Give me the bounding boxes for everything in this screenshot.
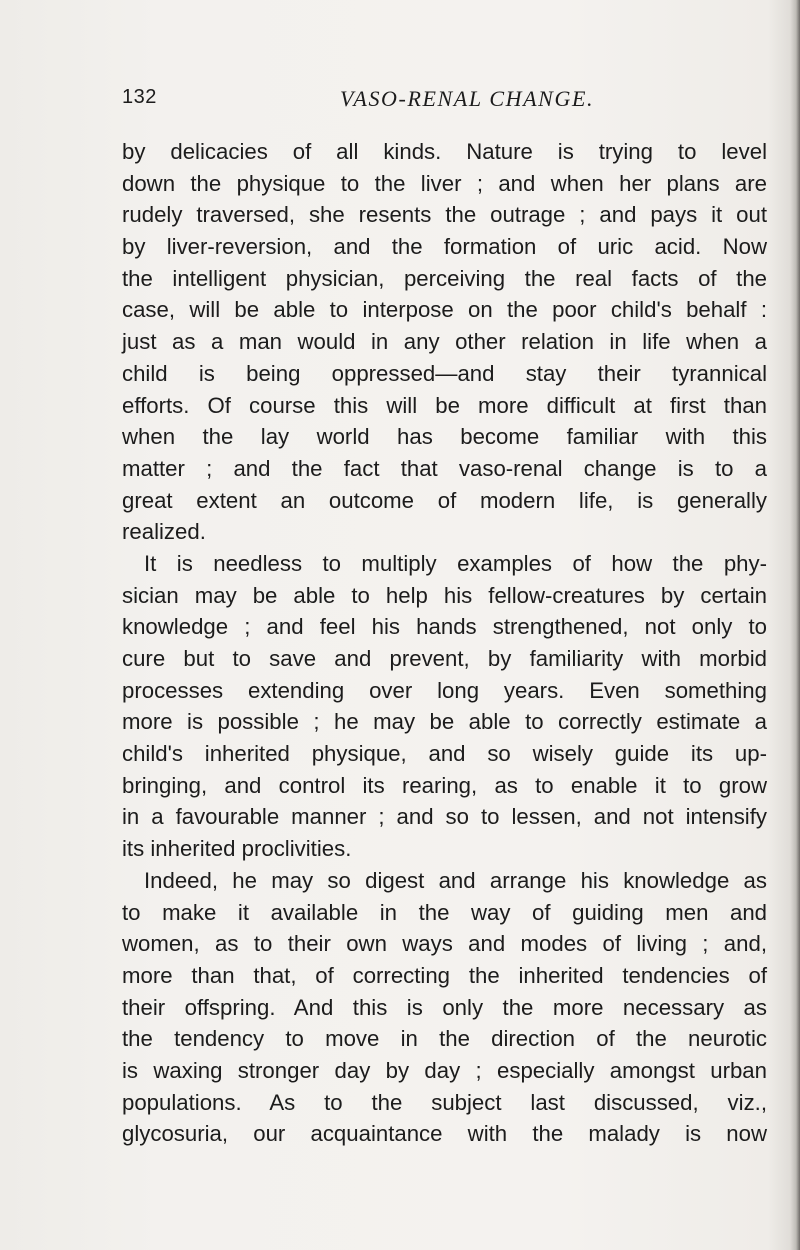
running-head: VASO-RENAL CHANGE. <box>340 86 595 111</box>
text-line: by delicacies of all kinds. Nature is trying to level <box>122 139 767 164</box>
text-line: Indeed, he may so digest and arrange his knowledge as <box>144 867 767 893</box>
text-line: rudely traversed, she resents the outrage ; and pays it out <box>122 202 767 228</box>
text-line: efforts. Of course this will be more difficult at first than <box>122 392 767 418</box>
text-line: child is being oppressed—and stay their tyrannical <box>122 360 767 386</box>
text-line: child's inherited physique, and so wisely guide its up- <box>122 741 767 767</box>
page-header <box>122 86 742 116</box>
text-line: women, as to their own ways and modes of living ; and, <box>122 931 767 957</box>
text-line: by liver-reversion, and the formation of uric acid. Now <box>122 234 767 260</box>
text-line: bringing, and control its rearing, as to enable it to grow <box>122 772 767 798</box>
text-line: great extent an outcome of modern life, is generally <box>122 487 767 513</box>
text-line: the tendency to move in the direction of the neurotic <box>122 1026 767 1052</box>
text-line: just as a man would in any other relation in life when a <box>122 329 767 355</box>
text-line: processes extending over long years. Even something <box>122 677 767 703</box>
text-line: the intelligent physician, perceiving the real facts of the <box>122 265 767 291</box>
page-edge-shadow <box>790 0 800 1250</box>
text-line: to make it available in the way of guiding men and <box>122 899 767 925</box>
text-line: in a favourable manner ; and so to lessen, and not intensify <box>122 804 767 830</box>
text-line: case, will be able to interpose on the poor child's behalf : <box>122 297 767 323</box>
body-text <box>122 136 767 1150</box>
text-line: realized. <box>122 519 206 545</box>
text-line: is waxing stronger day by day ; especially amongst urban <box>122 1057 767 1083</box>
text-line: sician may be able to help his fellow-creatures by certain <box>122 582 767 608</box>
text-line: knowledge ; and feel his hands strengthened, not only to <box>122 614 767 640</box>
text-line: It is needless to multiply examples of how the phy- <box>144 550 767 576</box>
text-line: glycosuria, our acquaintance with the malady is now <box>122 1121 767 1147</box>
text-line: down the physique to the liver ; and when her plans are <box>122 170 767 196</box>
text-line: its inherited proclivities. <box>122 836 352 862</box>
page-number: 132 <box>122 86 157 108</box>
text-line: more is possible ; he may be able to correctly estimate a <box>122 709 767 735</box>
text-line: cure but to save and prevent, by familiarity with morbid <box>122 646 767 671</box>
text-line: their offspring. And this is only the more necessary as <box>122 994 767 1020</box>
text-line: when the lay world has become familiar with this <box>122 424 767 450</box>
text-line: populations. As to the subject last discussed, viz., <box>122 1089 767 1115</box>
text-line: matter ; and the fact that vaso-renal change is to a <box>122 455 767 481</box>
text-line: more than that, of correcting the inherited tendencies of <box>122 962 767 988</box>
